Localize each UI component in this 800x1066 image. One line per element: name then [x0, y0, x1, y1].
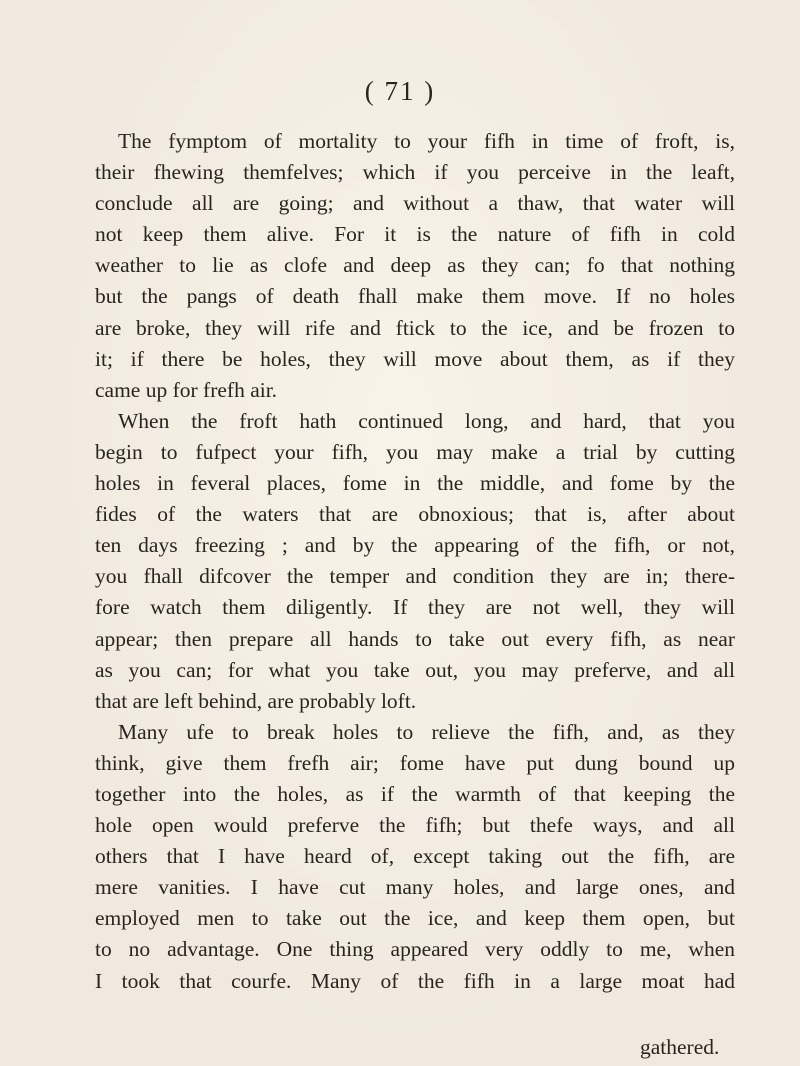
text-line: employed men to take out the ice, and keep them open, but — [95, 906, 735, 931]
text-line: came up for frefh air. — [95, 377, 278, 402]
text-line: fore watch them diligently. If they are not well, they will — [95, 595, 735, 620]
text-line: The fymptom of mortality to your fifh in time of froft, is, — [118, 129, 735, 153]
text-line: ten days freezing ; and by the appearing of the fifh, or not, — [95, 533, 735, 558]
text-line: think, give them frefh air; fome have put dung bound up — [95, 750, 735, 775]
text-line: I took that courfe. Many of the fifh in a large moat had — [95, 968, 735, 993]
page-number: ( 71 ) — [364, 76, 436, 106]
text-line: hole open would preferve the fifh; but thefe ways, and all — [95, 813, 735, 838]
text-line: as you can; for what you take out, you may preferve, and all — [95, 657, 735, 682]
text-line: are broke, they will rife and ftick to the ice, and be frozen to — [95, 315, 735, 340]
body-text — [95, 126, 735, 997]
text-line: their fhewing themfelves; which if you perceive in the leaft, — [95, 160, 735, 185]
text-line: When the froft hath continued long, and hard, that you — [118, 408, 735, 433]
text-line: to no advantage. One thing appeared very oddly to me, when — [95, 937, 735, 962]
text-line: Many ufe to break holes to relieve the fifh, and, as they — [118, 719, 735, 744]
text-line: others that I have heard of, except taking out the fifh, are — [95, 844, 735, 869]
text-line: begin to fufpect your fifh, you may make a trial by cutting — [95, 439, 735, 464]
text-line: appear; then prepare all hands to take out every fifh, as near — [95, 626, 735, 651]
text-line: it; if there be holes, they will move about them, as if they — [95, 346, 735, 371]
text-line: together into the holes, as if the warmth of that keeping the — [95, 781, 735, 806]
text-line: holes in feveral places, fome in the middle, and fome by the — [95, 471, 735, 496]
text-line: you fhall difcover the temper and condition they are in; there- — [95, 564, 735, 589]
catchword: gathered. — [640, 1035, 720, 1059]
text-line: not keep them alive. For it is the nature of fifh in cold — [95, 222, 735, 247]
text-line: that are left behind, are probably loft. — [95, 688, 417, 713]
text-line: mere vanities. I have cut many holes, and large ones, and — [95, 875, 735, 900]
text-line: fides of the waters that are obnoxious; that is, after about — [95, 502, 735, 527]
text-line: but the pangs of death fhall make them move. If no holes — [95, 284, 735, 309]
text-line: weather to lie as clofe and deep as they can; fo that nothing — [95, 253, 735, 278]
text-line: conclude all are going; and without a thaw, that water will — [95, 191, 735, 216]
